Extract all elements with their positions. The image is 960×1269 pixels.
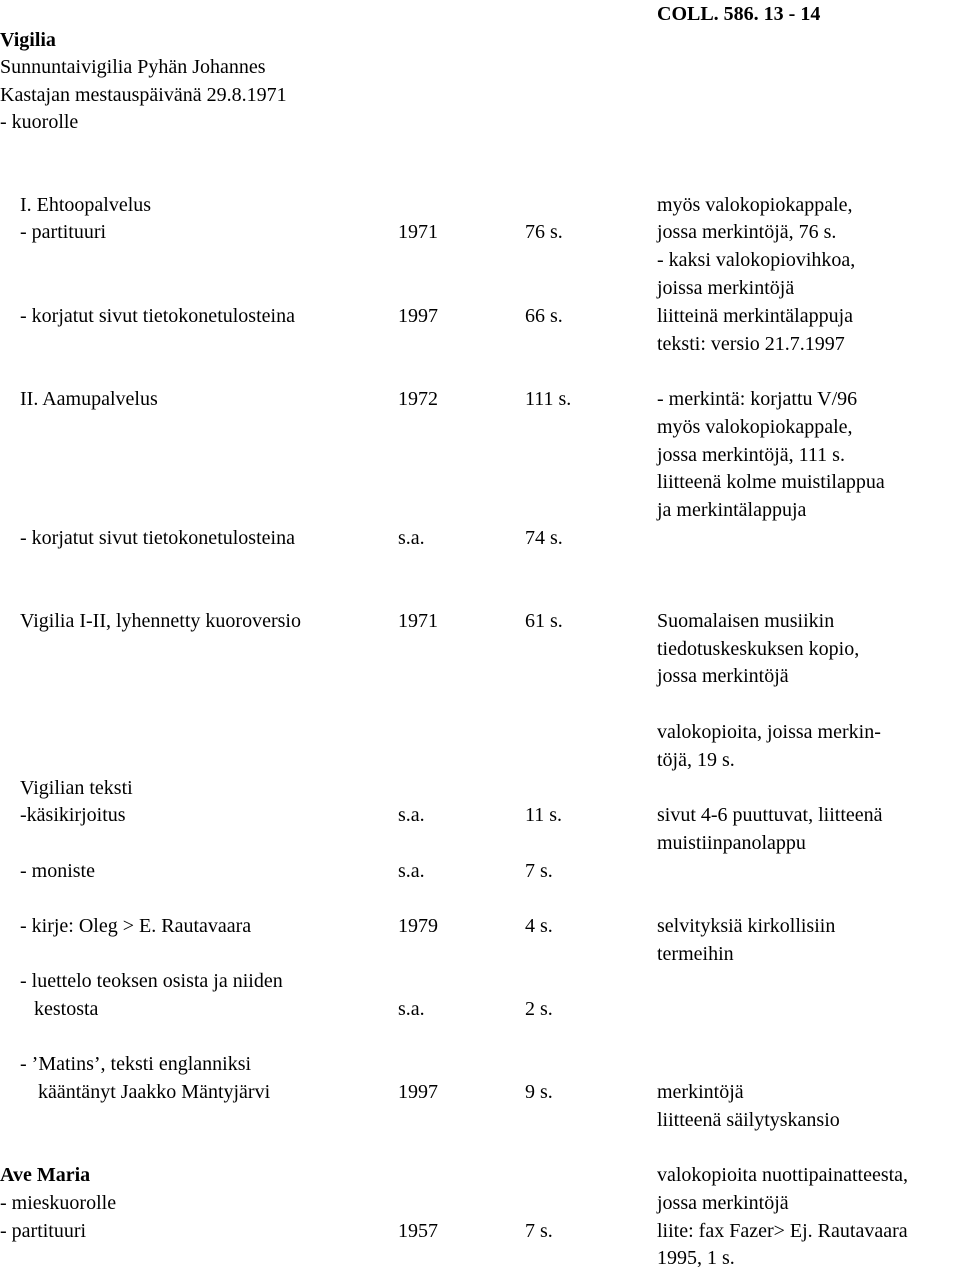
section4-row4-pages: 2 s. xyxy=(525,998,553,1020)
section4-row1-year: s.a. xyxy=(398,804,425,826)
section2-note-1: - merkintä: korjattu V/96 xyxy=(657,388,858,410)
section4-row4-label-1: - luettelo teoksen osista ja niiden xyxy=(20,970,283,992)
section4-row4-year: s.a. xyxy=(398,998,425,1020)
section1-row2-note-1: - kaksi valokopiovihkoa, xyxy=(657,249,856,271)
ave-maria-label: - partituuri xyxy=(0,1220,87,1242)
section4-row1-note-1: sivut 4-6 puuttuvat, liitteenä xyxy=(657,804,883,826)
section3-year: 1971 xyxy=(398,610,438,632)
ave-maria-note-4: 1995, 1 s. xyxy=(657,1247,735,1269)
collection-code: COLL. 586. 13 - 14 xyxy=(657,3,821,25)
section4-row5-year: 1997 xyxy=(398,1081,438,1103)
section1-row2-note-4: teksti: versio 21.7.1997 xyxy=(657,333,845,355)
section4-row3-label: - kirje: Oleg > E. Rautavaara xyxy=(20,915,252,937)
section3-note-3: jossa merkintöjä xyxy=(657,665,789,687)
section4-row1-note-2: muistiinpanolappu xyxy=(657,832,806,854)
section2-note-4: liitteenä kolme muistilappua xyxy=(657,471,885,493)
section4-row4-label-2: kestosta xyxy=(34,998,99,1020)
section4-row2-label: - moniste xyxy=(20,860,95,882)
section4-row3-note-2: termeihin xyxy=(657,943,734,965)
section1-row2-label: - korjatut sivut tietokonetulosteina xyxy=(20,305,295,327)
section2-heading: II. Aamupalvelus xyxy=(20,388,158,410)
section1-row2-note-2: joissa merkintöjä xyxy=(657,277,795,299)
section4-row5-label-2: kääntänyt Jaakko Mäntyjärvi xyxy=(38,1081,271,1103)
section2-row2-label: - korjatut sivut tietokonetulosteina xyxy=(20,527,295,549)
section3-note-1: Suomalaisen musiikin xyxy=(657,610,835,632)
section4-row5-label-1: - ’Matins’, teksti englanniksi xyxy=(20,1053,252,1075)
section1-heading: I. Ehtoopalvelus xyxy=(20,194,152,216)
section1-row2-year: 1997 xyxy=(398,305,438,327)
subtitle-line-2: Kastajan mestauspäivänä 29.8.1971 xyxy=(0,84,287,106)
ave-maria-note-1: valokopioita nuottipainatteesta, xyxy=(657,1164,909,1186)
section4-row2-pages: 7 s. xyxy=(525,860,553,882)
ave-maria-note-2: jossa merkintöjä xyxy=(657,1192,789,1214)
section4-row2-year: s.a. xyxy=(398,860,425,882)
section2-year: 1972 xyxy=(398,388,438,410)
work-title: Vigilia xyxy=(0,29,56,51)
section4-row3-pages: 4 s. xyxy=(525,915,553,937)
section2-pages: 111 s. xyxy=(525,388,572,410)
ave-maria-sub: - mieskuorolle xyxy=(0,1192,117,1214)
section1-row1-note-2: jossa merkintöjä, 76 s. xyxy=(657,221,837,243)
section2-note-2: myös valokopiokappale, xyxy=(657,416,853,438)
ave-maria-title: Ave Maria xyxy=(0,1164,91,1186)
ave-maria-pages: 7 s. xyxy=(525,1220,553,1242)
section3-label: Vigilia I-II, lyhennetty kuoroversio xyxy=(20,610,301,632)
section4-row1-label: -käsikirjoitus xyxy=(20,804,126,826)
section4-row5-note-1: merkintöjä xyxy=(657,1081,744,1103)
section2-note-3: jossa merkintöjä, 111 s. xyxy=(657,444,845,466)
section4-heading: Vigilian teksti xyxy=(20,777,133,799)
section2-note-5: ja merkintälappuja xyxy=(657,499,807,521)
ave-maria-note-3: liite: fax Fazer> Ej. Rautavaara xyxy=(657,1220,908,1242)
ave-maria-year: 1957 xyxy=(398,1220,438,1242)
section2-row2-pages: 74 s. xyxy=(525,527,563,549)
subtitle-line-1: Sunnuntaivigilia Pyhän Johannes xyxy=(0,56,266,78)
subtitle-line-3: - kuorolle xyxy=(0,111,79,133)
section4-row3-year: 1979 xyxy=(398,915,438,937)
section4-note-top-1: valokopioita, joissa merkin- xyxy=(657,721,881,743)
section1-row2-note-3: liitteinä merkintälappuja xyxy=(657,305,854,327)
section3-note-2: tiedotuskeskuksen kopio, xyxy=(657,638,860,660)
section1-row1-pages: 76 s. xyxy=(525,221,563,243)
section4-row5-note-2: liitteenä säilytyskansio xyxy=(657,1109,840,1131)
section1-row1-label: - partituuri xyxy=(20,221,107,243)
section4-row5-pages: 9 s. xyxy=(525,1081,553,1103)
section1-row1-year: 1971 xyxy=(398,221,438,243)
section3-pages: 61 s. xyxy=(525,610,563,632)
section4-row1-pages: 11 s. xyxy=(525,804,563,826)
section2-row2-year: s.a. xyxy=(398,527,425,549)
section1-row2-pages: 66 s. xyxy=(525,305,563,327)
section1-row1-note-1: myös valokopiokappale, xyxy=(657,194,853,216)
section4-note-top-2: töjä, 19 s. xyxy=(657,749,735,771)
section4-row3-note-1: selvityksiä kirkollisiin xyxy=(657,915,836,937)
